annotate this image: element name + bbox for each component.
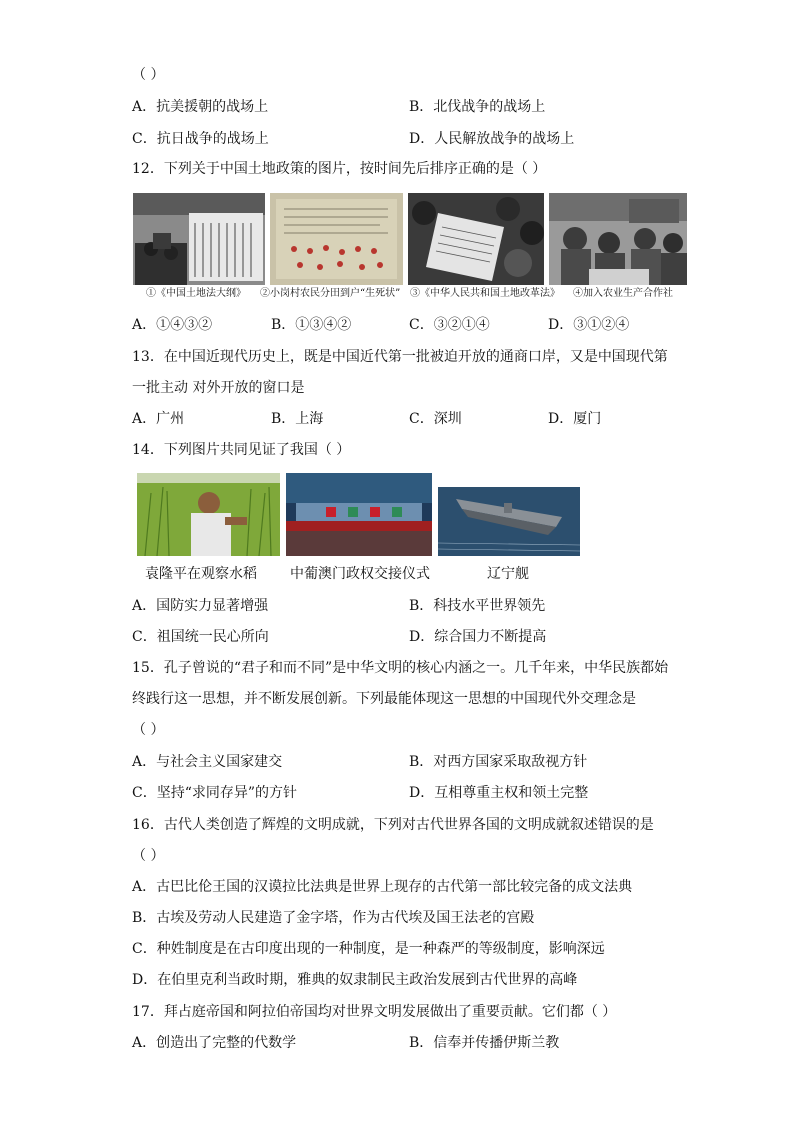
q14-option-a: A．国防实力显著增强 [132, 598, 269, 614]
q15-option-b: B．对西方国家采取敌视方针 [409, 754, 588, 770]
q16-option-a: A．古巴比伦王国的汉谟拉比法典是世界上现存的古代第一部比较完备的成文法典 [132, 879, 633, 895]
q17-option-a: A．创造出了完整的代数学 [132, 1035, 297, 1051]
q15-option-d: D．互相尊重主权和领土完整 [409, 785, 589, 801]
q14-option-b: B．科技水平世界领先 [409, 598, 546, 614]
photo-land-law-outline [133, 193, 265, 285]
q14-caption-2: 中葡澳门政权交接仪式 [290, 566, 430, 582]
photo-liaoning-carrier [438, 473, 580, 556]
q12-option-c: C．③②①④ [409, 317, 490, 333]
q12-option-a: A．①④③② [132, 317, 213, 333]
q13-option-a: A．广州 [132, 411, 185, 427]
q12-stem: 12．下列关于中国土地政策的图片，按时间先后排序正确的是（ ） [132, 161, 547, 177]
photo-yuan-longping-rice [137, 473, 280, 556]
q12-caption-1: ①《中国土地法大纲》 [146, 288, 246, 299]
q14-caption-1: 袁隆平在观察水稻 [145, 566, 257, 582]
q16-option-c: C．种姓制度是在古印度出现的一种制度，是一种森严的等级制度，影响深远 [132, 941, 605, 957]
q14-option-c: C．祖国统一民心所向 [132, 629, 269, 645]
q16-option-b: B．古埃及劳动人民建造了金字塔，作为古代埃及国王法老的宫殿 [132, 910, 535, 926]
q12-option-b: B．①③④② [271, 317, 352, 333]
q15-stem-line1: 15．孔子曾说的“君子和而不同”是中华文明的核心内涵之一。几千年来，中华民族都始 [132, 660, 669, 676]
q11-option-b: B．北伐战争的战场上 [409, 99, 546, 115]
q16-paren: （ ） [132, 848, 165, 864]
q12-caption-4: ④加入农业生产合作社 [573, 288, 673, 299]
q13-stem-line1: 13．在中国近现代历史上，既是中国近代第一批被迫开放的通商口岸，又是中国现代第 [132, 349, 668, 365]
q11-option-a: A．抗美援朝的战场上 [132, 99, 269, 115]
q12-option-d: D．③①②④ [548, 317, 630, 333]
q17-stem: 17．拜占庭帝国和阿拉伯帝国均对世界文明发展做出了重要贡献。它们都（ ） [132, 1004, 617, 1020]
q11-option-c: C．抗日战争的战场上 [132, 131, 269, 147]
q11-paren: （ ） [132, 67, 165, 83]
q13-option-b: B．上海 [271, 411, 324, 427]
q13-option-c: C．深圳 [409, 411, 462, 427]
q14-caption-3: 辽宁舰 [487, 566, 529, 582]
q13-stem-line2: 一批主动 对外开放的窗口是 [132, 380, 305, 396]
q12-caption-3: ③《中华人民共和国土地改革法》 [410, 288, 560, 299]
q14-stem: 14．下列图片共同见证了我国（ ） [132, 442, 351, 458]
q16-option-d: D．在伯里克利当政时期，雅典的奴隶制民主政治发展到古代世界的高峰 [132, 972, 578, 988]
q15-stem-line2: 终践行这一思想，并不断发展创新。下列最能体现这一思想的中国现代外交理念是 [132, 691, 636, 707]
q12-caption-2: ②小岗村农民分田到户“生死状” [260, 288, 401, 299]
photo-macau-handover [286, 473, 432, 556]
q16-stem: 16．古代人类创造了辉煌的文明成就，下列对古代世界各国的文明成就叙述错误的是 [132, 817, 654, 833]
photo-xiaogang-contract [270, 193, 403, 285]
photo-cooperative [549, 193, 687, 285]
q15-option-c: C．坚持“求同存异”的方针 [132, 785, 298, 801]
photo-land-reform-law [408, 193, 544, 285]
q15-paren: （ ） [132, 722, 165, 738]
q11-option-d: D．人民解放战争的战场上 [409, 131, 575, 147]
q15-option-a: A．与社会主义国家建交 [132, 754, 283, 770]
q14-option-d: D．综合国力不断提高 [409, 629, 547, 645]
q17-option-b: B．信奉并传播伊斯兰教 [409, 1035, 560, 1051]
q13-option-d: D．厦门 [548, 411, 602, 427]
